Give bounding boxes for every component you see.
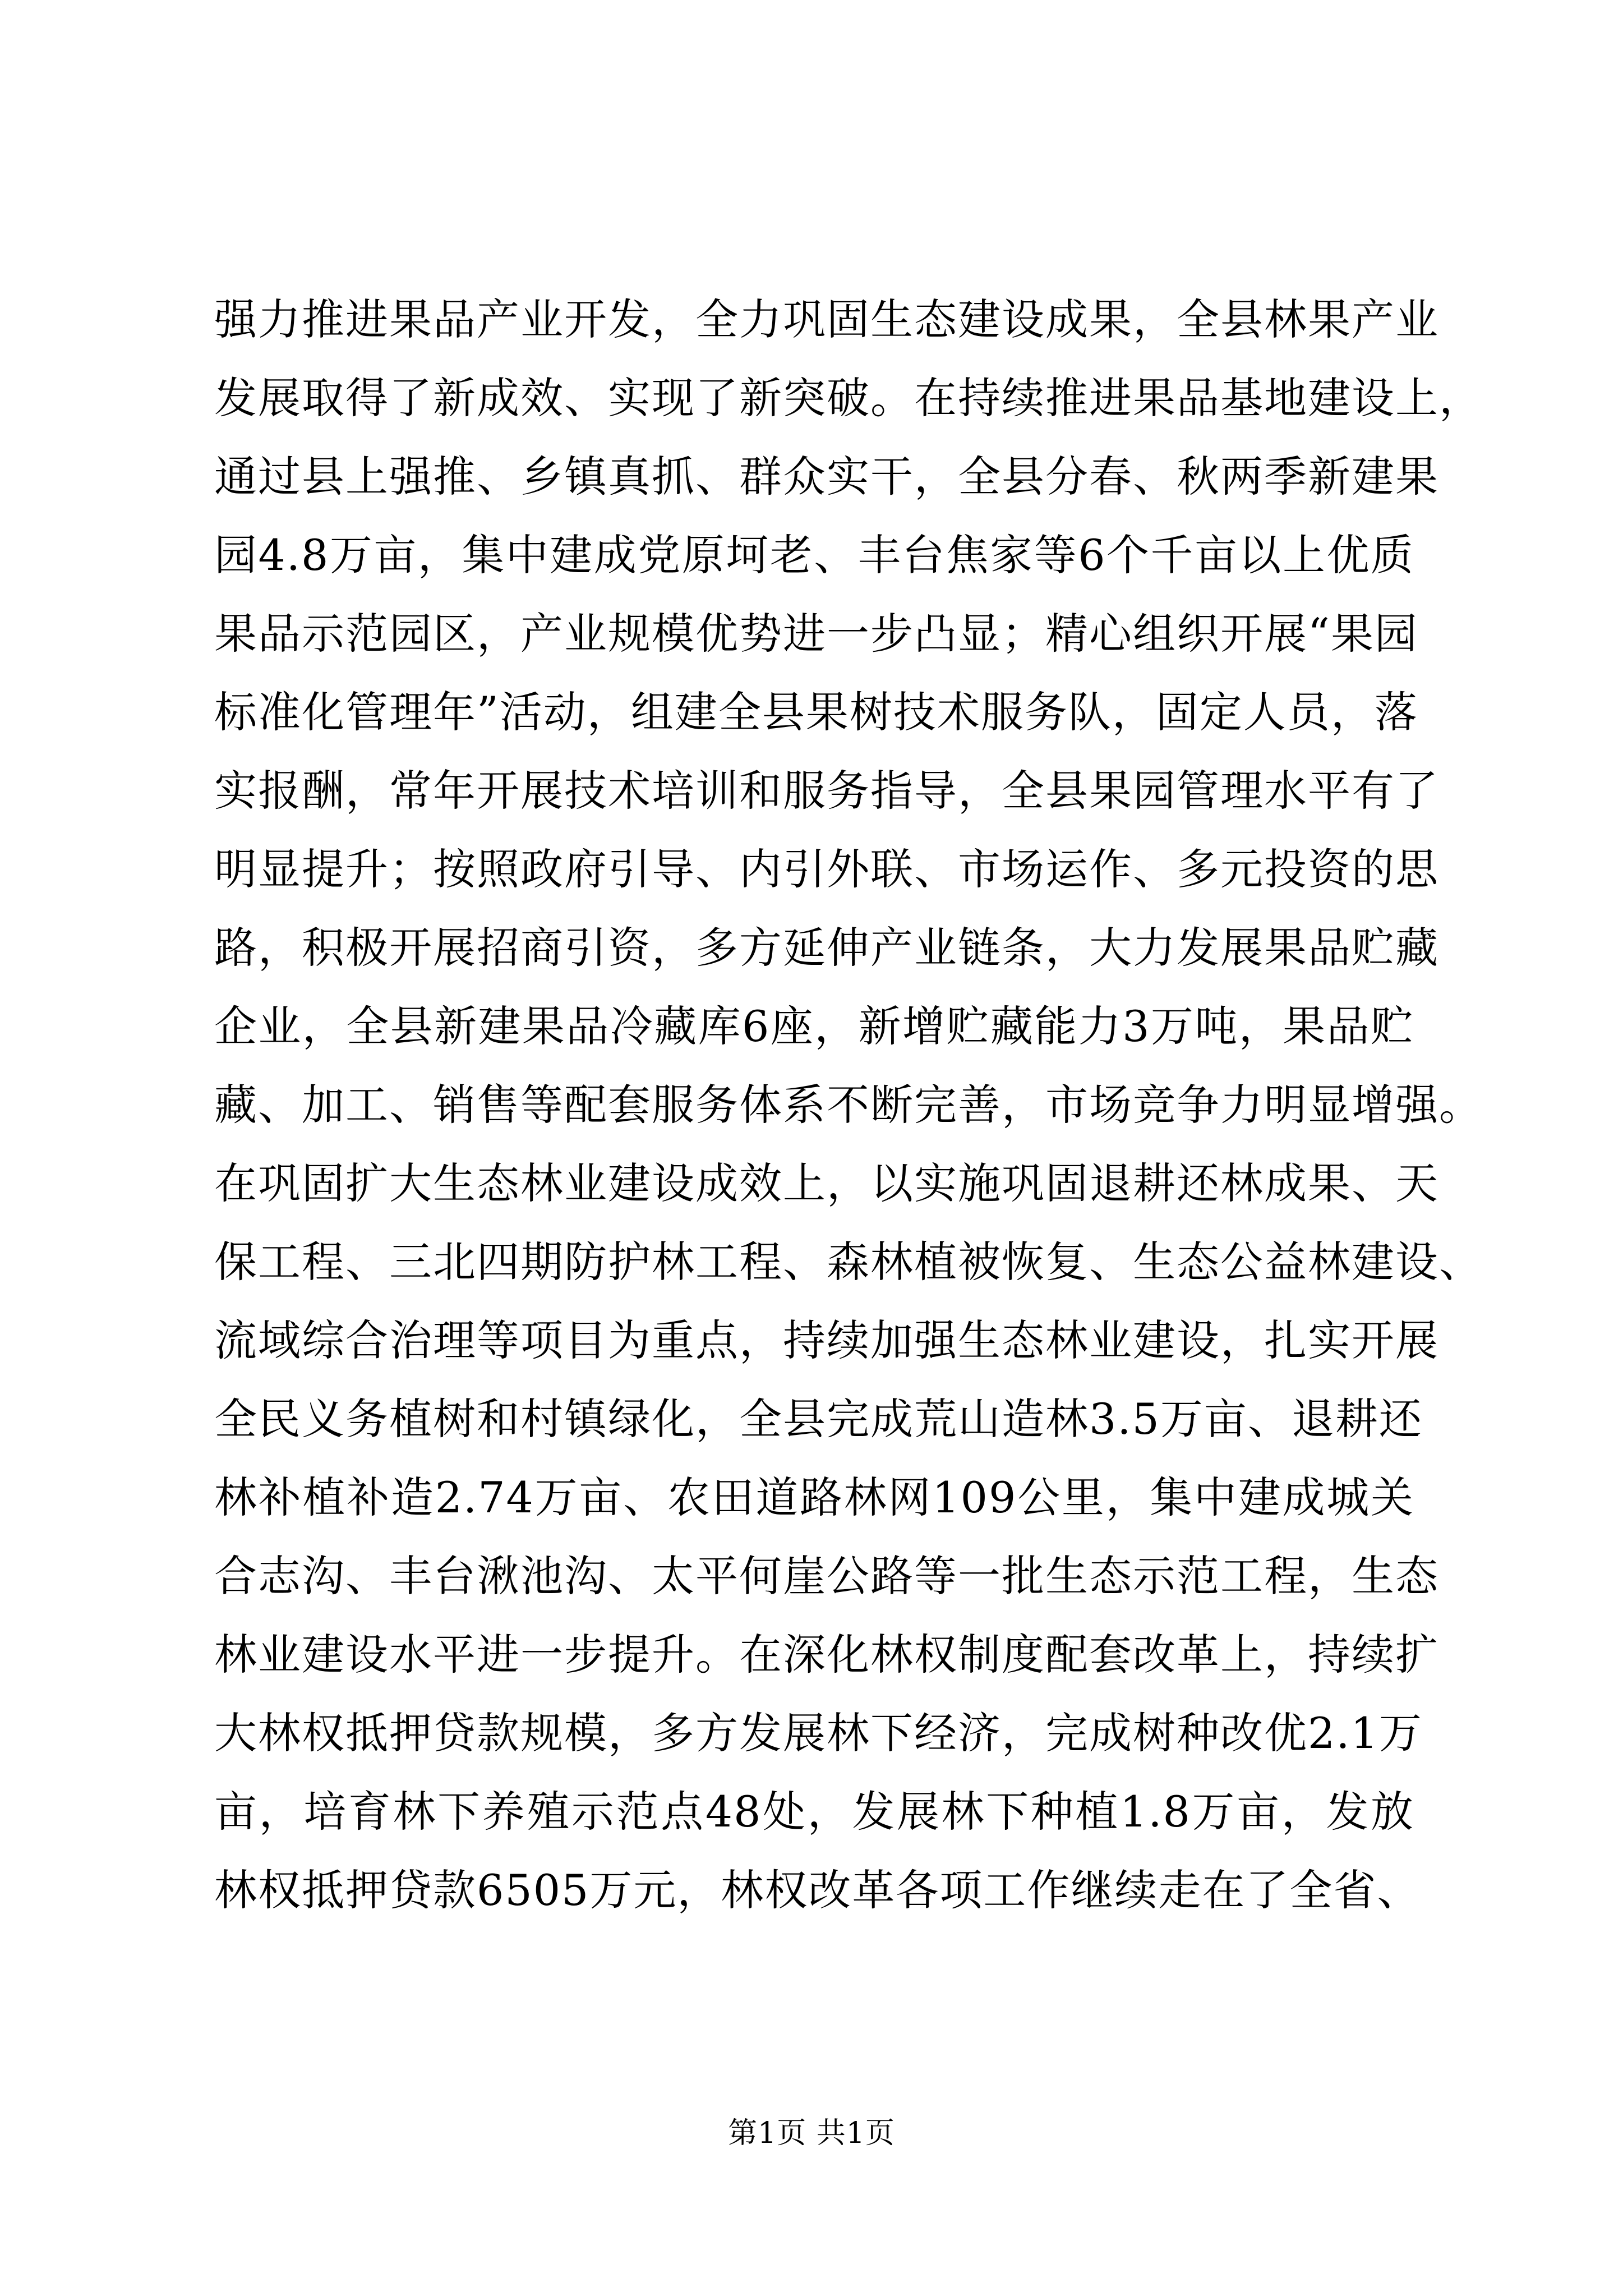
text-line: 合志沟、丰台湫池沟、太平何崖公路等一批生态示范工程，生态: [214, 1551, 1439, 1601]
page-footer: 第1页 共1页: [728, 2116, 895, 2150]
text-line: 林业建设水平进一步提升。在深化林权制度配套改革上，持续扩: [214, 1630, 1439, 1680]
text-line: 路，积极开展招商引资，多方延伸产业链条，大力发展果品贮藏: [214, 923, 1439, 973]
text-line: 在巩固扩大生态林业建设成效上，以实施巩固退耕还林成果、天: [214, 1158, 1439, 1208]
text-line: 亩，培育林下养殖示范点48处，发展林下种植1.8万亩，发放: [214, 1787, 1414, 1837]
text-line: 全民义务植树和村镇绿化，全县完成荒山造林3.5万亩、退耕还: [214, 1394, 1423, 1444]
text-line: 园4.8万亩，集中建成党原坷老、丰台焦家等6个千亩以上优质: [214, 530, 1414, 580]
text-line: 流域综合治理等项目为重点，持续加强生态林业建设，扎实开展: [214, 1315, 1439, 1365]
text-line: 强力推进果品产业开发，全力巩固生态建设成果，全县林果产业: [214, 295, 1439, 344]
text-line: 保工程、三北四期防护林工程、森林植被恢复、生态公益林建设、: [214, 1237, 1483, 1287]
text-line: 标准化管理年”活动，组建全县果树技术服务队，固定人员，落: [214, 687, 1418, 737]
text-line: 企业，全县新建果品冷藏库6座，新增贮藏能力3万吨，果品贮: [214, 1001, 1414, 1051]
text-line: 实报酬，常年开展技术培训和服务指导，全县果园管理水平有了: [214, 766, 1439, 816]
text-line: 藏、加工、销售等配套服务体系不断完善，市场竞争力明显增强。: [214, 1080, 1483, 1130]
text-line: 林补植补造2.74万亩、农田道路林网109公里，集中建成城关: [214, 1473, 1414, 1522]
text-line: 林权抵押贷款6505万元，林权改革各项工作继续走在了全省、: [214, 1865, 1421, 1915]
text-line: 通过县上强推、乡镇真抓、群众实干，全县分春、秋两季新建果: [214, 452, 1439, 501]
text-line: 明显提升；按照政府引导、内引外联、市场运作、多元投资的思: [214, 844, 1439, 894]
text-line: 果品示范园区，产业规模优势进一步凸显；精心组织开展“果园: [214, 609, 1418, 659]
text-line: 大林权抵押贷款规模，多方发展林下经济，完成树种改优2.1万: [214, 1708, 1423, 1758]
text-line: 发展取得了新成效、实现了新突破。在持续推进果品基地建设上，: [214, 373, 1483, 423]
body-paragraph: [214, 280, 1483, 1930]
